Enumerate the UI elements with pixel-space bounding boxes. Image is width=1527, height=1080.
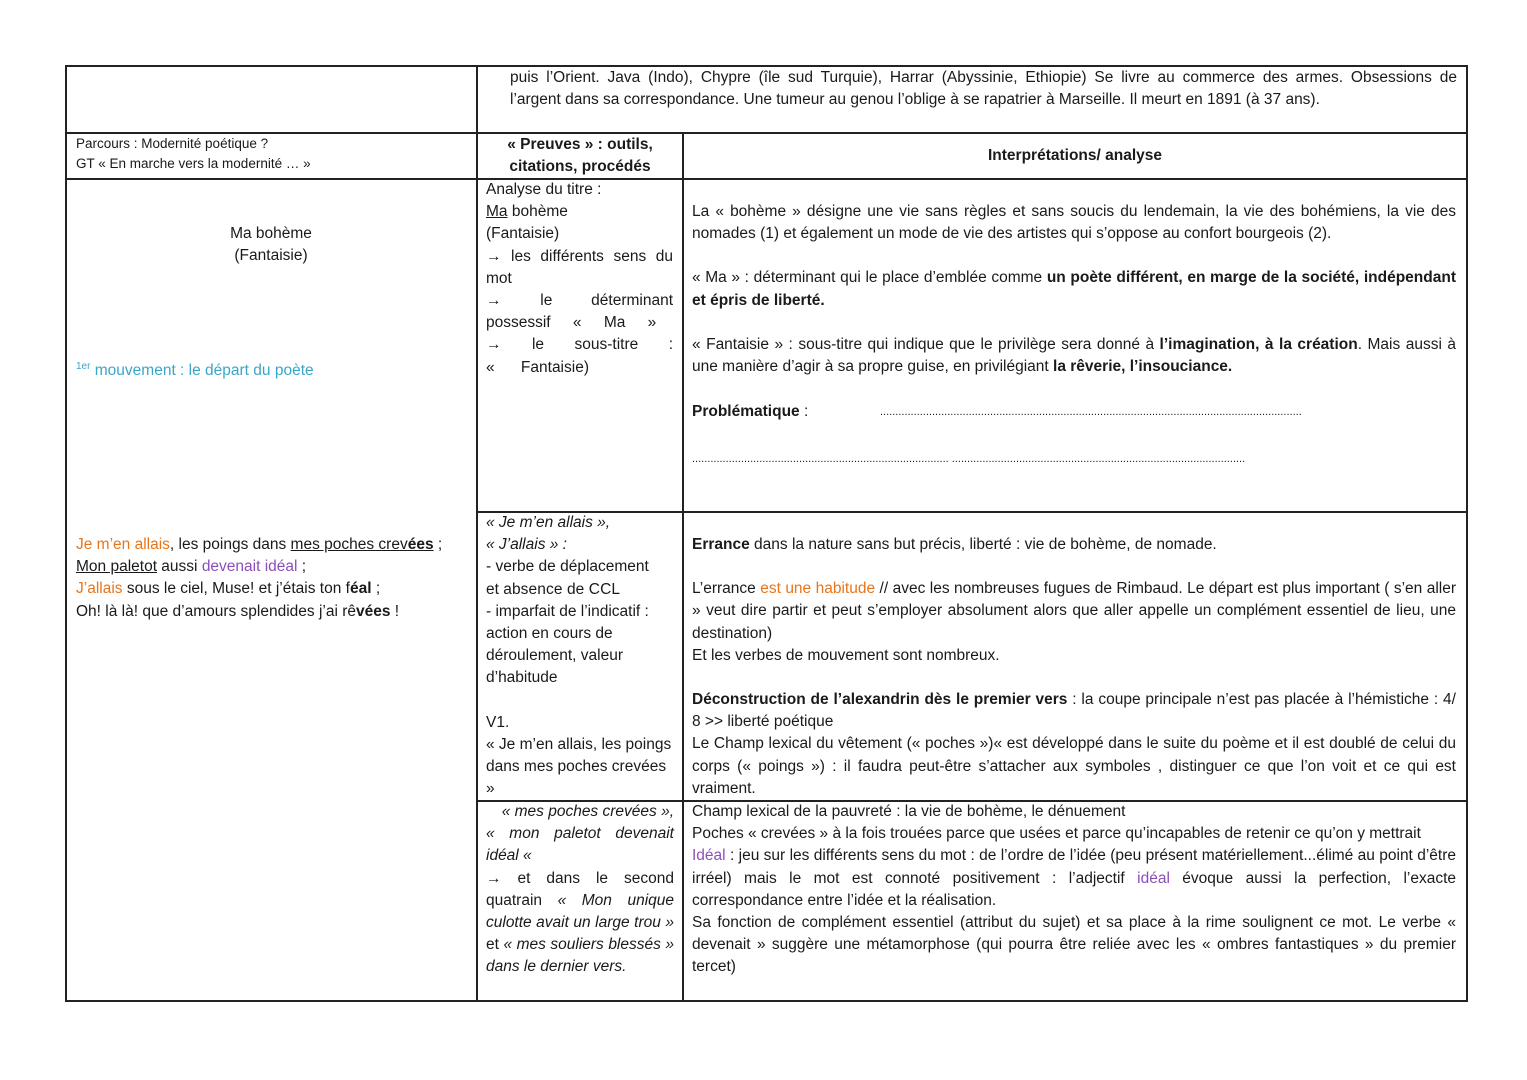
- spacer: [486, 690, 676, 712]
- movement-analysis: [692, 534, 1456, 800]
- problematique-dots-2: .................................................................................... ................................................................................................: [692, 453, 1246, 465]
- analysis-ideal-text: : jeu sur les différents sens du mot : de l’ordre de l’idée (peu présent matériellement...élimé au point d’être irréel) mais le mot est connoté positivement : l’adjectif: [692, 847, 1456, 887]
- verse-2: [76, 556, 474, 578]
- tools-ccl-et: et: [486, 580, 504, 598]
- tools-v1: V1.: [486, 713, 510, 731]
- parcours-label: Parcours : Modernité poétique ?: [76, 136, 269, 151]
- table-border-header: [65, 178, 1468, 180]
- verse-3: [76, 578, 474, 600]
- tools-verbe-deplacement: - verbe de déplacement: [486, 558, 649, 576]
- analysis-fantaisie-text2: . Mais aussi à une manière d’agir à sa propre guise, en privilégiant: [692, 335, 1456, 376]
- tools-ccl: [486, 579, 676, 601]
- analysis-ideal-adjective: idéal: [1137, 869, 1170, 887]
- analysis-alexandrin-emphasis: Déconstruction de l’alexandrin dès le premier vers: [692, 691, 1068, 709]
- analysis-fantaisie: [692, 334, 1456, 378]
- verse-4-rime: vées: [356, 602, 391, 620]
- analysis-alexandrin: [692, 689, 1456, 733]
- tools-second-quatrain-text: → et dans le second quatrain: [486, 869, 674, 909]
- problematique-label: Problématique: [692, 403, 800, 420]
- pauvrete-analysis: [692, 801, 1456, 979]
- tools-quote-poches: « mes poches crevées »,: [501, 803, 674, 820]
- tools-fantaisie: (Fantaisie): [486, 225, 560, 243]
- analysis-ideal: [692, 845, 1456, 912]
- title-analysis-text: [692, 201, 1456, 378]
- analysis-ideal-word: Idéal: [692, 847, 726, 865]
- tools-imparfait: - imparfait de l’indicatif : action en cours de déroulement, valeur d’habitude: [486, 602, 649, 687]
- verse-1-text: , les poings dans: [169, 536, 291, 553]
- problematique-row: [692, 401, 1456, 423]
- table-border-col2: [682, 132, 684, 1002]
- tools-second-quatrain: [486, 868, 674, 979]
- tools-quote-culotte: « Mon unique culotte avait un large trou »: [486, 891, 674, 932]
- table-border-col1: [476, 65, 478, 1002]
- parcours-header: [76, 134, 471, 174]
- verse-4: [76, 601, 474, 623]
- analysis-fonction: Sa fonction de complément essentiel (attribut du sujet) et sa place à la rime soulignent ce mot. Le verbe « devenait » suggère une métamorphose (qui pourra être reliée avec les « ombres fantastiques » du premier tercet): [692, 914, 1456, 976]
- analysis-ma-emphasis: un poète différent, en marge de la société, indépendant et épris de liberté.: [692, 269, 1456, 309]
- analysis-poches-crevees: Poches « crevées » à la fois trouées parce que usées et parce qu’incapables de retenir ce qu’on y mettrait: [692, 825, 1421, 843]
- analysis-alexandrin-text: : la coupe principale n’est pas placée à l’hémistiche : 4/ 8 >> liberté poétique: [692, 691, 1456, 731]
- verse-2-devenait-ideal: devenait idéal: [201, 558, 298, 576]
- context-line-1: puis l’Orient. Java (Indo), Chypre (île sud Turquie), Harrar (Abyssinie, Ethiopie) Se livre au commerce des armes. Obsessions de: [510, 69, 1457, 86]
- verse-3-rime: éal: [349, 580, 372, 598]
- tools-quote-je-men-allais: « Je m’en allais »,: [486, 514, 611, 531]
- poem-title: Ma bohème: [230, 225, 312, 242]
- preuves-header: [486, 134, 674, 178]
- context-paragraph: [510, 67, 1457, 111]
- analysis-verbes-mouvement: Et les verbes de mouvement sont nombreux.: [692, 646, 1000, 664]
- interpretations-label: Interprétations/ analyse: [987, 147, 1162, 164]
- verse-2-paletot: Mon paletot: [76, 558, 157, 576]
- analysis-fantaisie-emphasis1: l’imagination, à la création: [1159, 335, 1358, 353]
- analysis-champ-lexical-vetement: Le Champ lexical du vêtement (« poches »)« est développé dans le suite du poème et il est doublé de celui du corps (« poings ») : il faudra peut-être s’attacher aux symboles , distinguer ce que l’on voit et ce qui est vraiment.: [692, 735, 1456, 797]
- spacer: [692, 245, 1456, 267]
- verse-3-end: ;: [371, 580, 381, 598]
- tools-ma-boheme: [486, 201, 673, 223]
- tools-determinant: → le déterminant possessif « Ma »: [486, 292, 673, 332]
- gt-label: GT « En marche vers la modernité … »: [76, 156, 311, 171]
- title-analysis-tools: [486, 179, 673, 379]
- analysis-boheme-definition: La « bohème » désigne une vie sans règles et sans soucis du lendemain, la vie des bohémiens, la vie des nomades (1) et également un mode de vie des artistes qui s’oppose au confort bourgeois (2).: [692, 203, 1456, 243]
- problematique-dots-row: [692, 448, 1456, 470]
- verse-1-rime: ées: [407, 536, 434, 553]
- verse-3-jallais: J’allais: [76, 580, 123, 598]
- analysis-errance: [692, 534, 1456, 556]
- problematique-dots-1: ..........................................................................................................................................: [880, 406, 1302, 418]
- preuves-label: « Preuves » : outils, citations, procédés: [507, 136, 653, 175]
- tools-senses: → les différents sens du mot: [486, 247, 673, 287]
- verse-1-je-men-allais: Je m’en allais: [76, 536, 170, 553]
- tools-quote-paletot: « mon paletot devenait idéal «: [486, 825, 674, 865]
- analysis-ideal-text2: évoque aussi la perfection, l’exacte correspondance entre l’idée et la réalisation.: [692, 869, 1456, 909]
- tools-ccl-emphasis: absence de CCL: [503, 580, 621, 598]
- analysis-errance-text: dans la nature sans but précis, liberté : vie de bohème, de nomade.: [749, 536, 1217, 553]
- analysis-champ-pauvrete: Champ lexical de la pauvreté : la vie de bohème, le dénuement: [692, 803, 1126, 820]
- poem-subtitle: (Fantaisie): [234, 247, 308, 265]
- spacer: [692, 556, 1456, 578]
- analysis-habitude-emphasis: est une habitude: [760, 580, 876, 598]
- analysis-habitude-text: // avec les nombreuses fugues de Rimbaud. Le départ est plus important ( s’en aller » veut dire partir et peut s’employer absolument alors que aller appelle un complément essentiel de lieu, une destination): [692, 580, 1456, 642]
- spacer: [692, 667, 1456, 689]
- table-border-left: [65, 65, 67, 1002]
- analysis-ma-text: « Ma » : déterminant qui le place d’emblée comme: [692, 269, 1047, 287]
- analysis-ma: [692, 267, 1456, 311]
- movement-tools: [486, 512, 676, 800]
- tools-quote-jallais: « J’allais » :: [486, 536, 567, 554]
- tools-boheme-word: bohème: [507, 203, 568, 221]
- analysis-habitude: [692, 578, 1456, 645]
- analysis-errance-word: Errance: [692, 536, 750, 553]
- interpretations-header: [690, 145, 1460, 167]
- movement-superscript: 1er: [76, 361, 91, 372]
- poem-stanza: [76, 534, 474, 623]
- analysis-fantaisie-text: « Fantaisie » : sous-titre qui indique que le privilège sera donné à: [692, 335, 1160, 353]
- tools-v1-quote: « Je m’en allais, les poings dans mes poches crevées »: [486, 735, 672, 798]
- verse-1: [76, 534, 474, 556]
- analysis-habitude-start: L’errance: [692, 580, 761, 598]
- table-border-right: [1466, 65, 1468, 1002]
- movement-label: [76, 356, 471, 382]
- problematique-colon: :: [799, 403, 809, 420]
- tools-subtitle: → le sous-titre : « Fantaisie): [486, 336, 673, 376]
- verse-2-end: ;: [297, 558, 307, 576]
- context-line-2: l’argent dans sa correspondance. Une tumeur au genou l’oblige à se rapatrier à Marseille. Il meurt en 1891 (à 37 ans).: [510, 91, 1320, 109]
- movement-text: mouvement : le départ du poète: [94, 362, 314, 380]
- poem-title-block: [70, 223, 472, 267]
- spacer: [692, 312, 1456, 334]
- analysis-fantaisie-emphasis2: la rêverie, l’insouciance.: [1053, 358, 1233, 376]
- verse-4-end: !: [390, 602, 400, 620]
- tools-quote-souliers: « mes souliers blessés » dans le dernier vers.: [486, 936, 675, 976]
- tools-title-analysis: Analyse du titre :: [486, 181, 602, 198]
- table-border-bottom: [65, 1000, 1468, 1002]
- verse-4-text: Oh! là là! que d’amours splendides j’ai rê: [76, 602, 357, 620]
- verse-3-text: sous le ciel, Muse! et j’étais ton f: [122, 580, 350, 598]
- verse-1-poches: mes poches crev: [290, 536, 408, 553]
- pauvrete-tools: [486, 801, 674, 979]
- tools-et: et: [486, 936, 504, 954]
- verse-2-text: aussi: [157, 558, 202, 576]
- tools-ma-word: Ma: [486, 203, 508, 221]
- verse-1-end: ;: [433, 536, 443, 553]
